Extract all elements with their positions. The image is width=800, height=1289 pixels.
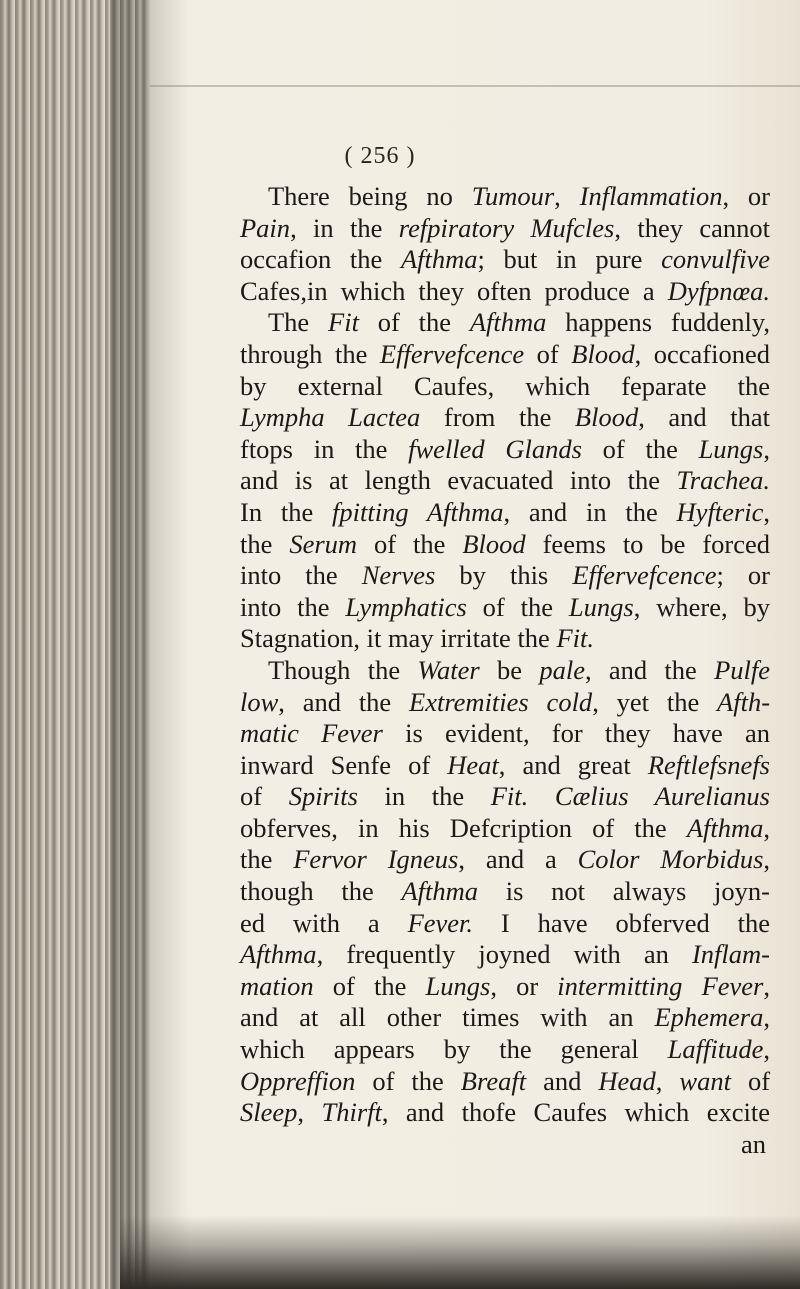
text-run: happens fuddenly,: [546, 307, 770, 338]
italic-term: Fit.: [490, 781, 529, 812]
italic-term: Hyfteric: [676, 496, 764, 527]
italic-term: Trachea.: [676, 465, 770, 496]
text-run: , or: [490, 970, 558, 1001]
text-line: [240, 339, 770, 371]
italic-term: Cælius Aurelianus: [554, 781, 770, 812]
italic-term: Water: [417, 654, 480, 685]
text-line: [240, 781, 770, 813]
text-run: and: [526, 1065, 599, 1096]
text-run: ; but in pure: [477, 244, 662, 275]
text-run: Though the: [268, 654, 418, 685]
italic-term: Effervefcence: [572, 560, 717, 591]
text-run: by external Caufes, which feparate the: [240, 370, 770, 401]
text-run: , where, by: [633, 591, 770, 622]
text-line: [240, 908, 770, 940]
text-run: is evident, for they have an: [382, 718, 770, 749]
text-run: ,: [763, 496, 770, 527]
text-line: [240, 213, 770, 245]
text-run: , and thofe Caufes which excite: [381, 1097, 771, 1128]
text-run: There being no: [268, 181, 472, 211]
italic-term: Heat: [447, 749, 499, 780]
text-run: is not always joyn-: [478, 876, 770, 907]
text-run: , and in the: [503, 496, 677, 527]
text-run: ,: [763, 433, 770, 464]
text-run: ,: [763, 1002, 770, 1033]
text-run: inward Senfe of: [240, 749, 448, 780]
text-run: feems to be forced: [525, 528, 771, 559]
gutter-shadow: [110, 0, 190, 1289]
italic-term: Dyfpnœa.: [667, 275, 770, 306]
italic-term: Pain: [240, 212, 291, 243]
text-line: [240, 750, 770, 782]
italic-term: Afthma: [400, 244, 478, 275]
text-run: of the: [581, 433, 699, 464]
italic-term: Fervor Igneus: [293, 844, 459, 875]
text-line: [240, 1097, 770, 1129]
italic-term: Lungs: [698, 433, 764, 464]
italic-term: Afthma: [240, 939, 317, 970]
text-run: of: [524, 338, 572, 369]
text-run: ftops in the: [240, 433, 409, 464]
italic-term: Inflam-: [691, 939, 770, 970]
italic-term: Pulfe: [714, 654, 771, 685]
text-run: The: [268, 307, 329, 338]
text-run: though the: [240, 876, 402, 907]
italic-term: Lymphatics: [345, 591, 467, 622]
italic-term: low: [240, 686, 279, 717]
italic-term: Spirits: [288, 781, 358, 812]
text-run: of: [730, 1065, 771, 1096]
text-run: , and that: [638, 402, 770, 433]
text-run: of the: [466, 591, 569, 622]
text-line: [240, 371, 770, 403]
text-line: [240, 529, 770, 561]
text-line: [240, 244, 770, 276]
text-run: , in the: [290, 212, 399, 243]
text-run: Stagnation, it may irritate the: [240, 623, 557, 654]
text-line: [240, 813, 770, 845]
text-run: ,: [655, 1065, 680, 1096]
italic-term: Blood: [574, 402, 639, 433]
text-line: [240, 718, 770, 750]
text-run: , yet the: [592, 686, 718, 717]
italic-term: Afthma: [469, 307, 547, 338]
text-line: [240, 560, 770, 592]
italic-term: fpitting Afthma: [332, 496, 504, 527]
italic-term: Effervefcence: [379, 338, 525, 369]
text-line: [240, 181, 770, 213]
text-line: [240, 307, 770, 339]
text-run: of the: [313, 970, 426, 1001]
text-line: [240, 687, 770, 719]
italic-term: Serum: [289, 528, 358, 559]
text-line: [240, 655, 770, 687]
text-run: into the: [240, 560, 362, 591]
text-line: [240, 1066, 770, 1098]
text-run: of the: [358, 307, 470, 338]
text-run: through the: [240, 338, 380, 369]
italic-term: Reftlefsnefs: [647, 749, 770, 780]
italic-term: Blood: [571, 338, 635, 369]
italic-term: Lympha Lactea: [240, 402, 421, 433]
italic-term: Afthma: [686, 812, 764, 843]
text-run: ,: [763, 844, 771, 875]
text-line: [240, 623, 770, 655]
text-run: ,: [297, 1097, 322, 1128]
text-run: ,: [763, 1034, 770, 1065]
page-top-edge: [150, 85, 800, 87]
italic-term: Lungs: [425, 970, 491, 1001]
italic-term: pale: [539, 654, 585, 685]
italic-term: Thirft: [321, 1097, 382, 1128]
text-line: [240, 844, 770, 876]
body-text: [240, 181, 770, 1160]
italic-term: Laffitude: [667, 1034, 764, 1065]
italic-term: matic Fever: [240, 718, 383, 749]
text-line: [240, 402, 770, 434]
italic-term: convulfive: [661, 244, 770, 275]
italic-term: Afth-: [717, 686, 771, 717]
text-run: ed with a: [240, 907, 408, 938]
italic-term: Head: [598, 1065, 656, 1096]
page-number: ( 256 ): [344, 143, 416, 169]
text-line: [240, 1034, 770, 1066]
italic-term: Oppreffion: [240, 1065, 356, 1096]
text-run: , frequently joyned with an: [316, 939, 692, 970]
italic-term: Inflammation: [579, 181, 723, 211]
text-line: [240, 434, 770, 466]
italic-term: mation: [240, 970, 314, 1001]
text-line: [240, 971, 770, 1003]
italic-term: Fit.: [556, 623, 594, 654]
italic-term: Nerves: [361, 560, 436, 591]
text-run: ,: [763, 970, 770, 1001]
italic-term: Ephemera: [654, 1002, 764, 1033]
text-run: , and a: [458, 844, 578, 875]
text-run: , and great: [498, 749, 648, 780]
italic-term: Fit: [328, 307, 359, 338]
text-line: [240, 939, 770, 971]
text-run: occafion the: [240, 244, 401, 275]
text-run: Cafes,in which they often produce a: [240, 275, 668, 306]
italic-term: Fever.: [407, 907, 474, 938]
text-line: [240, 497, 770, 529]
italic-term: Extremities cold: [409, 686, 593, 717]
text-run: which appears by the general: [240, 1034, 668, 1065]
text-line: [240, 276, 770, 308]
text-run: , and the: [584, 654, 715, 685]
italic-term: Lungs: [568, 591, 634, 622]
page-bottom-shadow: [120, 1215, 800, 1289]
text-run: obferves, in his Defcription of the: [240, 812, 687, 843]
text-run: by this: [435, 560, 573, 591]
text-line: [240, 1002, 770, 1034]
italic-term: intermitting Fever: [557, 970, 764, 1001]
text-run: and is at length evacuated into the: [240, 465, 677, 496]
text-run: , or: [722, 181, 770, 211]
italic-term: Breaft: [460, 1065, 527, 1096]
text-run: I have obferved the: [473, 907, 770, 938]
italic-term: fwelled Glands: [408, 433, 582, 464]
text-run: into the: [240, 591, 346, 622]
italic-term: Tumour: [471, 181, 555, 211]
text-run: ,: [554, 181, 580, 211]
text-run: and at all other times with an: [240, 1002, 655, 1033]
text-line: [240, 876, 770, 908]
text-run: , and the: [278, 686, 410, 717]
catchword: an: [740, 1128, 766, 1159]
text-run: in the: [357, 781, 491, 812]
italic-term: Blood: [462, 528, 526, 559]
text-run: , they cannot: [614, 212, 771, 243]
italic-term: want: [679, 1065, 731, 1096]
text-run: the: [240, 844, 294, 875]
text-run: of the: [355, 1065, 461, 1096]
text-run: [528, 781, 555, 811]
text-line: [240, 592, 770, 624]
italic-term: refpiratory Mufcles: [398, 212, 615, 243]
text-run: of the: [357, 528, 463, 559]
text-line: [240, 465, 770, 497]
text-run: the: [240, 528, 290, 559]
text-run: from the: [420, 402, 575, 433]
italic-term: Color Morbidus: [577, 844, 764, 875]
italic-term: Sleep: [240, 1097, 298, 1128]
text-run: ; or: [716, 560, 770, 591]
text-run: In the: [240, 496, 333, 527]
text-run: , occafioned: [634, 338, 771, 369]
text-run: of: [240, 781, 289, 812]
text-run: ,: [763, 812, 770, 843]
italic-term: Afthma: [401, 876, 479, 907]
text-run: be: [479, 654, 540, 685]
